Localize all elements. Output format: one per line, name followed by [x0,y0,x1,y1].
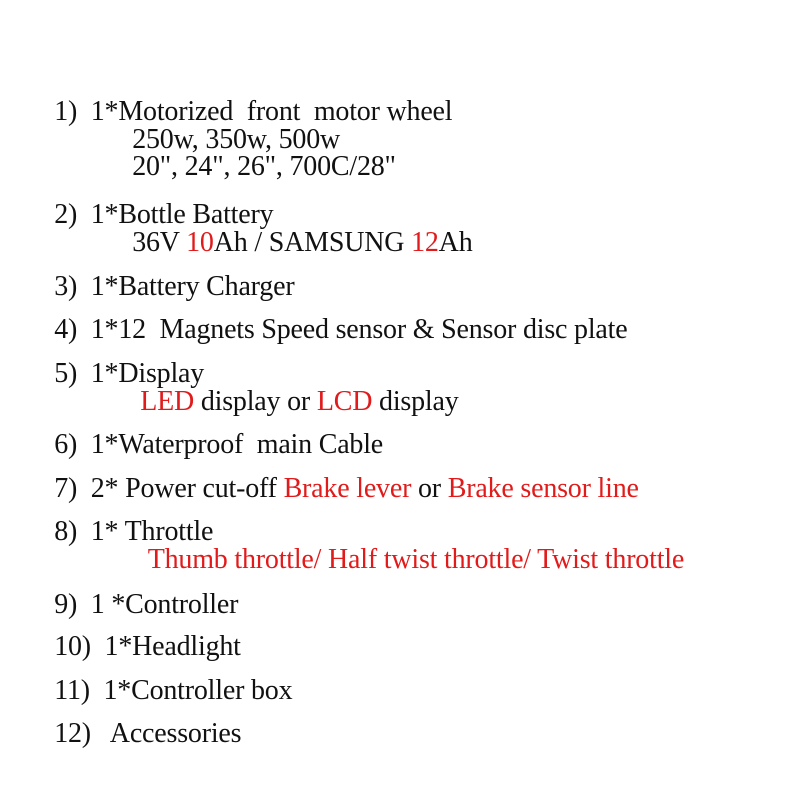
item-number: 3) [54,271,78,302]
detail-text: 20", 24", 26", 700C/28" [132,151,396,182]
detail-text: 36V [132,227,187,258]
item-title: 1*Battery Charger [90,271,295,302]
item-title: 1*Display [90,358,205,389]
highlight-text: 10 [186,227,214,258]
detail-text: display or [194,386,317,417]
item-title: 1*Motorized front motor wheel [90,96,453,127]
highlight-text: Brake lever [283,473,412,504]
item-title: 1* Throttle [90,516,214,547]
highlight-text: 12 [411,227,439,258]
item-number: 4) [54,314,78,345]
item-12 [27,689,241,779]
highlight-text: LED [140,386,195,417]
detail-text: 250w, 350w, 500w [132,124,341,155]
detail-text: or [411,473,448,504]
highlight-text: LCD [316,386,373,417]
item-number: 2) [54,199,78,230]
detail-text: display [372,386,459,417]
item-number: 10) [54,631,91,662]
item-number: 8) [54,516,78,547]
highlight-text: Thumb throttle/ Half twist throttle/ Twist throttle [147,544,685,575]
item-number: 6) [54,429,78,460]
item-title: Accessories [109,718,242,749]
detail-text: Ah / SAMSUNG [213,227,412,258]
item-title: 1*Bottle Battery [90,199,274,230]
detail-text: Ah [438,227,473,258]
item-number: 9) [54,589,78,620]
item-title: 1*Controller box [103,675,293,706]
item-number: 7) [54,473,78,504]
highlight-text: Brake sensor line [447,473,639,504]
item-number: 1) [54,96,78,127]
item-number: 11) [54,675,90,706]
item-title: 1 *Controller [90,589,239,620]
item-title: 1*12 Magnets Speed sensor & Sensor disc plate [90,314,628,345]
item-title: 2* Power cut-off [90,473,284,504]
item-title: 1*Headlight [104,631,241,662]
item-number: 5) [54,358,78,389]
item-title: 1*Waterproof main Cable [90,429,384,460]
item-number: 12) [54,718,91,749]
